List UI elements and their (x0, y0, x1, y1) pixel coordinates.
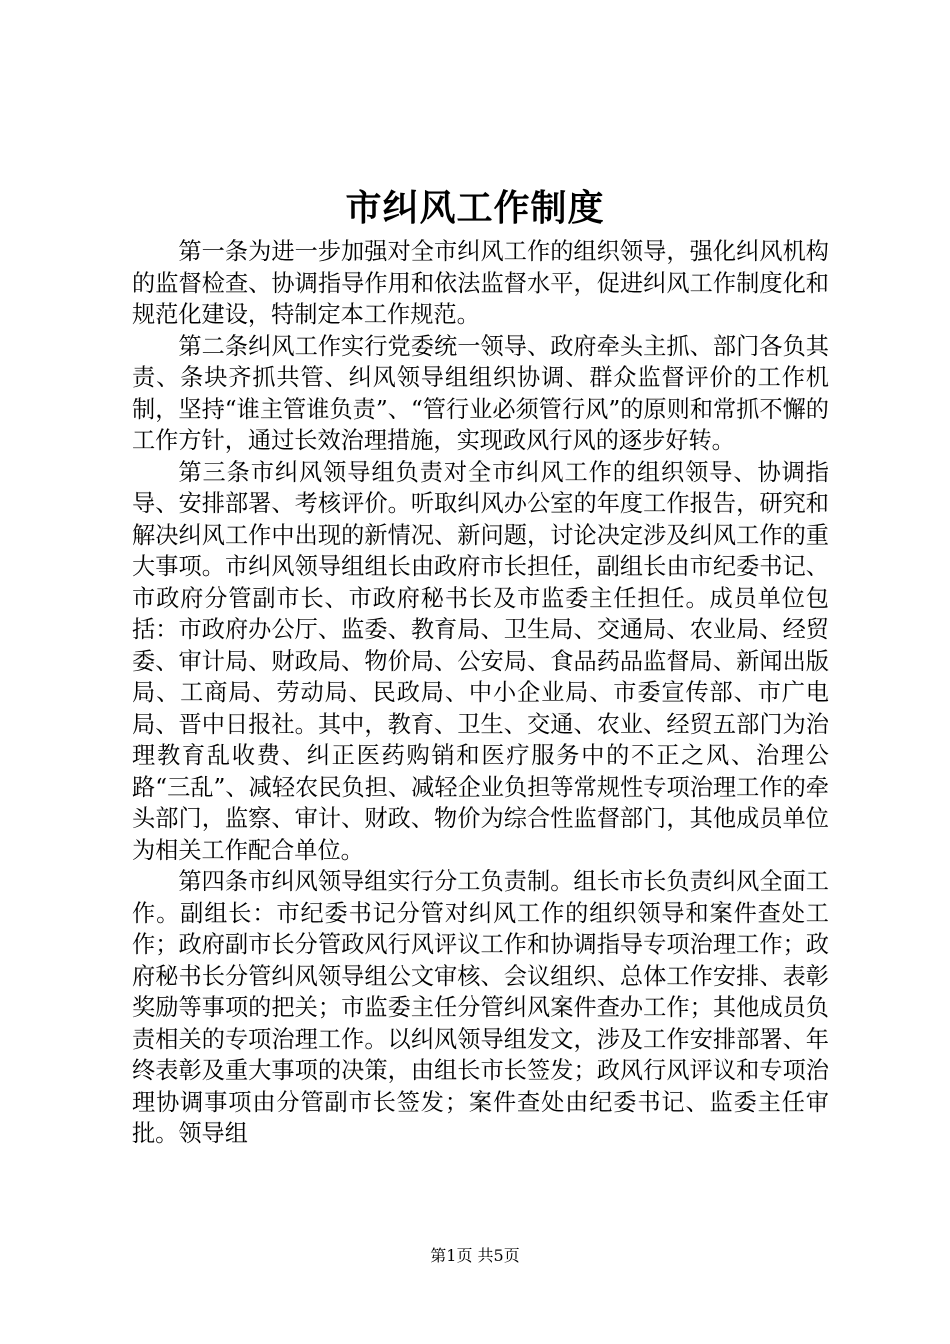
paragraph-article-1: 第一条为进一步加强对全市纠风工作的组织领导，强化纠风机构的监督检查、协调指导作用和依法监督水平，促进纠风工作制度化和规范化建设，特制定本工作规范。 (132, 238, 829, 328)
document-title: 市纠风工作制度 (345, 187, 605, 229)
paragraph-article-2: 第二条纠风工作实行党委统一领导、政府牵头主抓、部门各负其责、条块齐抓共管、纠风领导组组织协调、群众监督评价的工作机制，坚持“谁主管谁负责”、“管行业必须管行风”的原则和常抓不懈的工作方针，通过长效治理措施，实现政风行风的逐步好转。 (132, 332, 829, 454)
paragraph-article-4: 第四条市纠风领导组实行分工负责制。组长市长负责纠风全面工作。副组长：市纪委书记分管对纠风工作的组织领导和案件查处工作；政府副市长分管政风行风评议工作和协调指导专项治理工作；政府秘书长分管纠风领导组公文审核、会议组织、总体工作安排、表彰奖励等事项的把关；市监委主任分管纠风案件查办工作；其他成员负责相关的专项治理工作。以纠风领导组发文，涉及工作安排部署、年终表彰及重大事项的决策，由组长市长签发；政风行风评议和专项治理协调事项由分管副市长签发；案件查处由纪委书记、监委主任审批。领导组 (132, 868, 829, 1147)
paragraph-article-3: 第三条市纠风领导组负责对全市纠风工作的组织领导、协调指导、安排部署、考核评价。听取纠风办公室的年度工作报告，研究和解决纠风工作中出现的新情况、新问题，讨论决定涉及纠风工作的重大事项。市纠风领导组组长由政府市长担任，副组长由市纪委书记、市政府分管副市长、市政府秘书长及市监委主任担任。成员单位包括：市政府办公厅、监委、教育局、卫生局、交通局、农业局、经贸委、审计局、财政局、物价局、公安局、食品药品监督局、新闻出版局、工商局、劳动局、民政局、中小企业局、市委宣传部、市广电局、晋中日报社。其中，教育、卫生、交通、农业、经贸五部门为治理教育乱收费、纠正医药购销和医疗服务中的不正之风、治理公路“三乱”、减轻农民负担、减轻企业负担等常规性专项治理工作的牵头部门，监察、审计、财政、物价为综合性监督部门，其他成员单位为相关工作配合单位。 (132, 458, 829, 864)
page-footer: 第1页 共5页 (430, 1246, 520, 1265)
document-body (132, 236, 829, 1150)
